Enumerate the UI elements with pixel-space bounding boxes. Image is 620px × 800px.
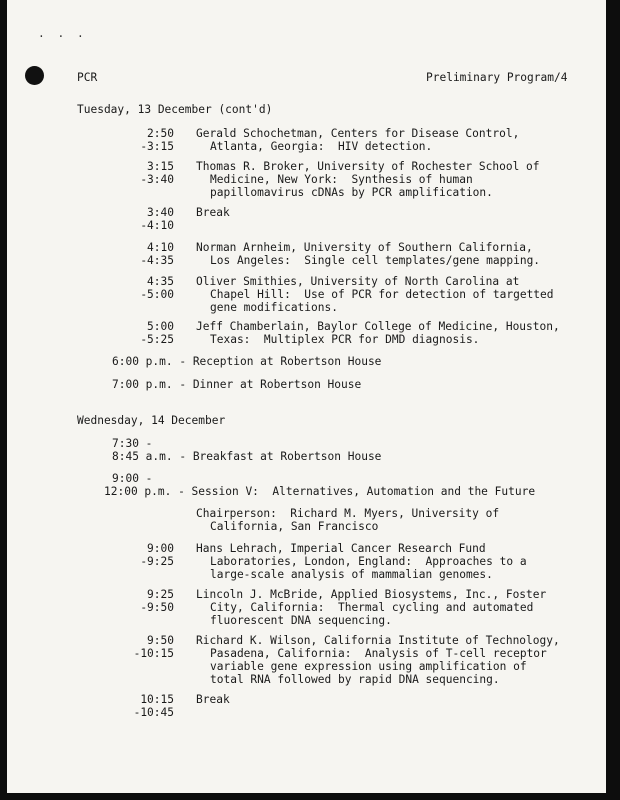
talk-end: -10:15 [133, 647, 174, 660]
talk-line: Laboratories, London, England: Approaches to a [210, 555, 527, 568]
talk-line: fluorescent DNA sequencing. [210, 614, 392, 627]
talk-start: 3:40 [147, 206, 174, 219]
talk-line: City, California: Thermal cycling and automated [210, 601, 534, 614]
talk-line: Medicine, New York: Synthesis of human [210, 173, 473, 186]
page-specks: · · · [38, 30, 87, 43]
day-heading-wednesday: Wednesday, 14 December [77, 414, 226, 427]
chairperson-line: California, San Francisco [210, 520, 379, 533]
talk-line: Jeff Chamberlain, Baylor College of Medicine, Houston, [196, 320, 560, 333]
talk-line: Break [196, 206, 230, 219]
punch-hole [25, 66, 44, 85]
talk-end: -3:15 [140, 140, 174, 153]
talk-line: Lincoln J. McBride, Applied Biosystems, Inc., Foster [196, 588, 547, 601]
talk-line: Norman Arnheim, University of Southern California, [196, 241, 533, 254]
talk-line: large-scale analysis of mammalian genomes. [210, 568, 493, 581]
talk-line: Texas: Multiplex PCR for DMD diagnosis. [210, 333, 480, 346]
header-left: PCR [77, 71, 98, 84]
talk-line: papillomavirus cDNAs by PCR amplification. [210, 186, 493, 199]
talk-line: Chapel Hill: Use of PCR for detection of targetted [210, 288, 554, 301]
talk-start: 3:15 [147, 160, 174, 173]
chairperson-line: Chairperson: Richard M. Myers, University of [196, 507, 500, 520]
talk-line: Oliver Smithies, University of North Carolina at [196, 275, 520, 288]
session-start: 9:00 - [112, 472, 153, 485]
breakfast-line: 8:45 a.m. - Breakfast at Robertson House [112, 450, 382, 463]
header-right: Preliminary Program/4 [426, 71, 568, 84]
talk-end: -4:35 [140, 254, 174, 267]
event-dinner: 7:00 p.m. - Dinner at Robertson House [112, 378, 362, 391]
talk-line: Richard K. Wilson, California Institute of Technology, [196, 634, 560, 647]
talk-line: Break [196, 693, 230, 706]
talk-line: gene modifications. [210, 301, 338, 314]
day-heading-tuesday: Tuesday, 13 December (cont'd) [77, 103, 273, 116]
talk-end: -5:25 [140, 333, 174, 346]
talk-line: Pasadena, California: Analysis of T-cell receptor [210, 647, 547, 660]
talk-line: Los Angeles: Single cell templates/gene mapping. [210, 254, 541, 267]
talk-line: total RNA followed by rapid DNA sequencing. [210, 673, 500, 686]
talk-start: 5:00 [147, 320, 174, 333]
session-line: 12:00 p.m. - Session V: Alternatives, Automation and the Future [104, 485, 536, 498]
breakfast-start: 7:30 - [112, 437, 153, 450]
talk-end: -9:50 [140, 601, 174, 614]
talk-end: -3:40 [140, 173, 174, 186]
talk-end: -5:00 [140, 288, 174, 301]
talk-start: 9:00 [147, 542, 174, 555]
talk-start: 4:10 [147, 241, 174, 254]
talk-start: 10:15 [140, 693, 174, 706]
event-reception: 6:00 p.m. - Reception at Robertson House [112, 355, 382, 368]
talk-line: Thomas R. Broker, University of Rochester School of [196, 160, 540, 173]
talk-line: variable gene expression using amplification of [210, 660, 527, 673]
talk-end: -4:10 [140, 219, 174, 232]
talk-start: 2:50 [147, 127, 174, 140]
talk-line: Atlanta, Georgia: HIV detection. [210, 140, 433, 153]
talk-end: -10:45 [133, 706, 174, 719]
talk-start: 9:25 [147, 588, 174, 601]
talk-end: -9:25 [140, 555, 174, 568]
talk-line: Gerald Schochetman, Centers for Disease Control, [196, 127, 520, 140]
talk-line: Hans Lehrach, Imperial Cancer Research Fund [196, 542, 486, 555]
talk-start: 4:35 [147, 275, 174, 288]
talk-start: 9:50 [147, 634, 174, 647]
